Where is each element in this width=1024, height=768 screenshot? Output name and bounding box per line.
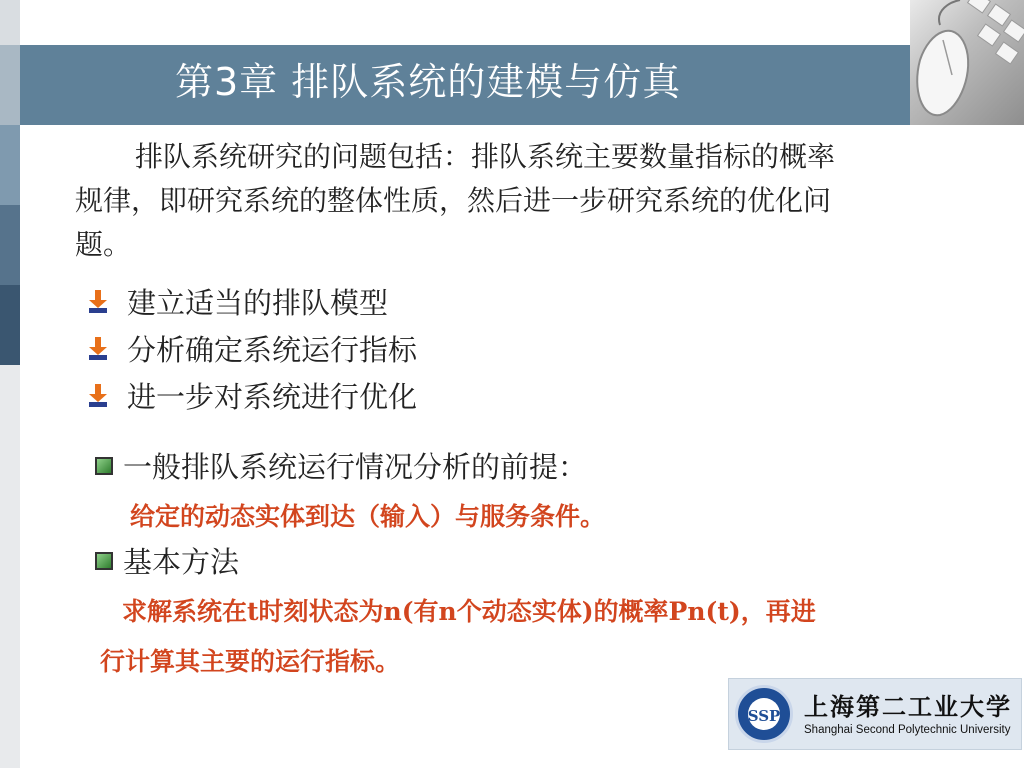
arrow-bullet-icon: [85, 288, 111, 316]
university-seal-icon: [735, 685, 793, 743]
intro-line-3: 题。: [75, 228, 132, 261]
square-bullet-icon: [95, 457, 113, 475]
bullet-list: [85, 278, 417, 419]
keyboard-mouse-image: [910, 0, 1024, 125]
bullet-text: 进一步对系统进行优化: [127, 380, 418, 414]
section-premise-detail: 给定的动态实体到达（输入）与服务条件。: [130, 502, 606, 531]
bullet-item: [85, 325, 417, 372]
bullet-text: 分析确定系统运行指标: [127, 333, 418, 367]
square-bullet-icon: [95, 552, 113, 570]
bullet-item: [85, 278, 417, 325]
university-name-cn: 上海第二工业大学: [804, 692, 1012, 721]
university-logo: [728, 678, 1022, 750]
section-method: [95, 540, 239, 581]
intro-line-2: 规律，即研究系统的整体性质，然后进一步研究系统的优化问: [75, 184, 832, 217]
university-name-en: Shanghai Second Polytechnic University: [804, 724, 1011, 736]
section-method-detail-line-1: 求解系统在t时刻状态为n(有n个动态实体)的概率Pn(t)，再进: [122, 597, 816, 626]
bullet-text: 建立适当的排队模型: [127, 286, 389, 320]
slide-title: 第3章 排队系统的建模与仿真: [175, 60, 682, 104]
section-method-heading: 基本方法: [123, 545, 240, 579]
section-method-detail-line-2: 行计算其主要的运行指标。: [100, 647, 401, 676]
arrow-bullet-icon: [85, 382, 111, 410]
svg-text:SSP: SSP: [747, 707, 781, 725]
left-decorative-stripe: [0, 0, 20, 768]
bullet-item: [85, 372, 417, 419]
arrow-bullet-icon: [85, 335, 111, 363]
intro-paragraph: [75, 135, 965, 267]
section-premise-heading: 一般排队系统运行情况分析的前提：: [123, 450, 588, 484]
intro-line-1: 排队系统研究的问题包括：排队系统主要数量指标的概率: [135, 140, 836, 173]
section-premise: [95, 445, 587, 486]
